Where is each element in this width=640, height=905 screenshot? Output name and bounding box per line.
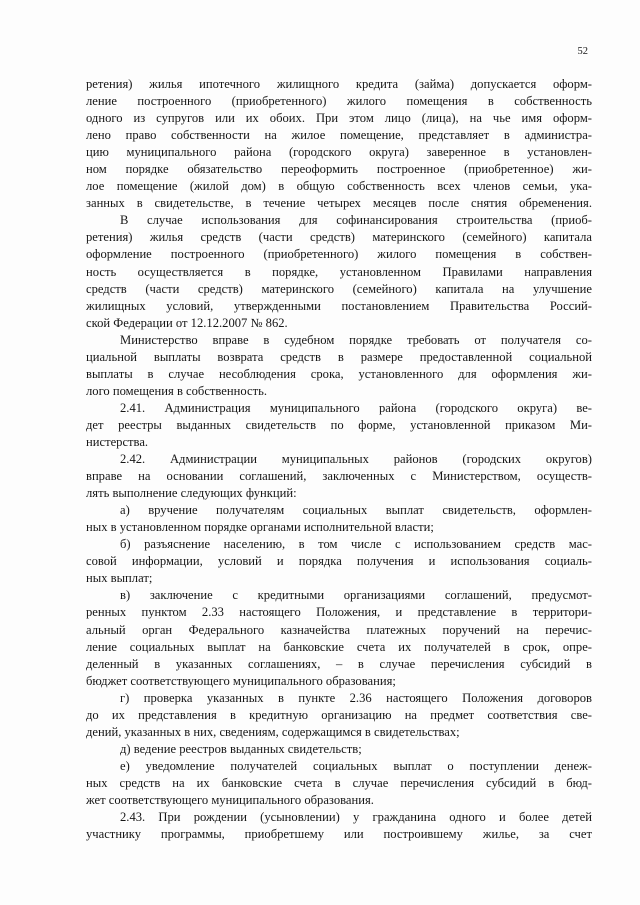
text-line: а) вручение получателям социальных выплат свидетельств, оформлен-	[120, 503, 592, 518]
text-line: ление построенного (приобретенного) жилого помещения в собственность	[86, 94, 592, 109]
text-line: деленный в указанных соглашениях, – в случае перечисления субсидий в	[86, 656, 592, 671]
text-line: средств (части средств) материнского (семейного) капитала на улучшение	[86, 281, 592, 296]
text-line: участнику программы, приобретшему или построившему жилье, за счет	[86, 827, 592, 842]
text-line: до их представления в кредитную организацию на предмет соответствия све-	[86, 707, 592, 722]
text-line: ных в установленном порядке органами исполнительной власти;	[86, 520, 434, 535]
text-line: оформление построенного (приобретенного) жилого помещения в собствен-	[86, 247, 592, 262]
text-line: альный орган Федерального казначейства платежных поручений на перечис-	[86, 622, 592, 637]
text-line: ренных пунктом 2.33 настоящего Положения, и представление в территори-	[86, 605, 592, 620]
text-line: б) разъяснение населению, в том числе с использованием средств мас-	[120, 537, 592, 552]
text-line: В случае использования для софинансирования строительства (приоб-	[120, 213, 592, 228]
text-line: ных выплат;	[86, 571, 153, 586]
text-line: ретения) жилья средств (части средств) материнского (семейного) капитала	[86, 230, 592, 245]
text-line: жилищных условий, утвержденными постановлением Правительства Россий-	[86, 298, 592, 313]
text-line: лого помещения в собственность.	[86, 383, 267, 398]
page-number: 52	[577, 46, 588, 57]
text-line: лять выполнение следующих функций:	[86, 486, 297, 501]
text-line: Министерство вправе в судебном порядке требовать от получателя со-	[120, 332, 592, 347]
text-line: ность осуществляется в порядке, установленном Правилами направления	[86, 264, 592, 279]
body-text	[86, 76, 592, 843]
text-line: бюджет соответствующего муниципального образования;	[86, 673, 396, 688]
text-line: ных средств на их банковские счета в случае перечисления субсидий в бюд-	[86, 775, 592, 790]
text-line: лено право собственности на жилое помещение, представляет в администра-	[86, 128, 592, 143]
text-line: нистерства.	[86, 434, 149, 449]
text-line: 2.43. При рождении (усыновлении) у гражданина одного и более детей	[120, 810, 592, 825]
text-line: д) ведение реестров выданных свидетельств;	[120, 741, 362, 756]
text-line: лое помещение (жилой дом) в общую собственность всех членов семьи, ука-	[86, 179, 592, 194]
text-line: совой информации, условий и порядка получения и использования социаль-	[86, 554, 592, 569]
text-line: ретения) жилья ипотечного жилищного кредита (займа) допускается оформ-	[86, 77, 592, 91]
text-line: одного из супругов или их обоих. При этом лицо (лица), на чье имя оформ-	[86, 111, 592, 126]
text-line: в) заключение с кредитными организациями соглашений, предусмот-	[120, 588, 592, 603]
text-line: ской Федерации от 12.12.2007 № 862.	[86, 315, 288, 330]
text-line: цию муниципального района (городского округа) заверенное в установлен-	[86, 145, 592, 160]
text-line: 2.42. Администрации муниципальных районов (городских округов)	[120, 452, 592, 467]
text-line: ление социальных выплат на банковские счета их получателей в срок, опре-	[86, 639, 592, 654]
text-line: дет реестры выданных свидетельств по форме, установленной приказом Ми-	[86, 417, 592, 432]
text-line: г) проверка указанных в пункте 2.36 настоящего Положения договоров	[120, 690, 592, 705]
text-line: е) уведомление получателей социальных выплат о поступлении денеж-	[120, 758, 592, 773]
text-line: вправе на основании соглашений, заключенных с Министерством, осуществ-	[86, 469, 592, 484]
text-line: занных в свидетельстве, в течение четырех месяцев после снятия обременения.	[86, 196, 592, 211]
text-line: ном порядке обязательство переоформить построенное (приобретенное) жи-	[86, 162, 592, 177]
text-line: жет соответствующего муниципального образования.	[86, 792, 374, 807]
text-line: выплаты в случае несоблюдения срока, установленного для оформления жи-	[86, 366, 592, 381]
text-line: циальной выплаты возврата средств в размере предоставленной социальной	[86, 349, 592, 364]
text-line: 2.41. Администрация муниципального района (городского округа) ве-	[120, 400, 592, 415]
text-line: дений, указанных в них, сведениям, содержащимся в свидетельствах;	[86, 724, 460, 739]
